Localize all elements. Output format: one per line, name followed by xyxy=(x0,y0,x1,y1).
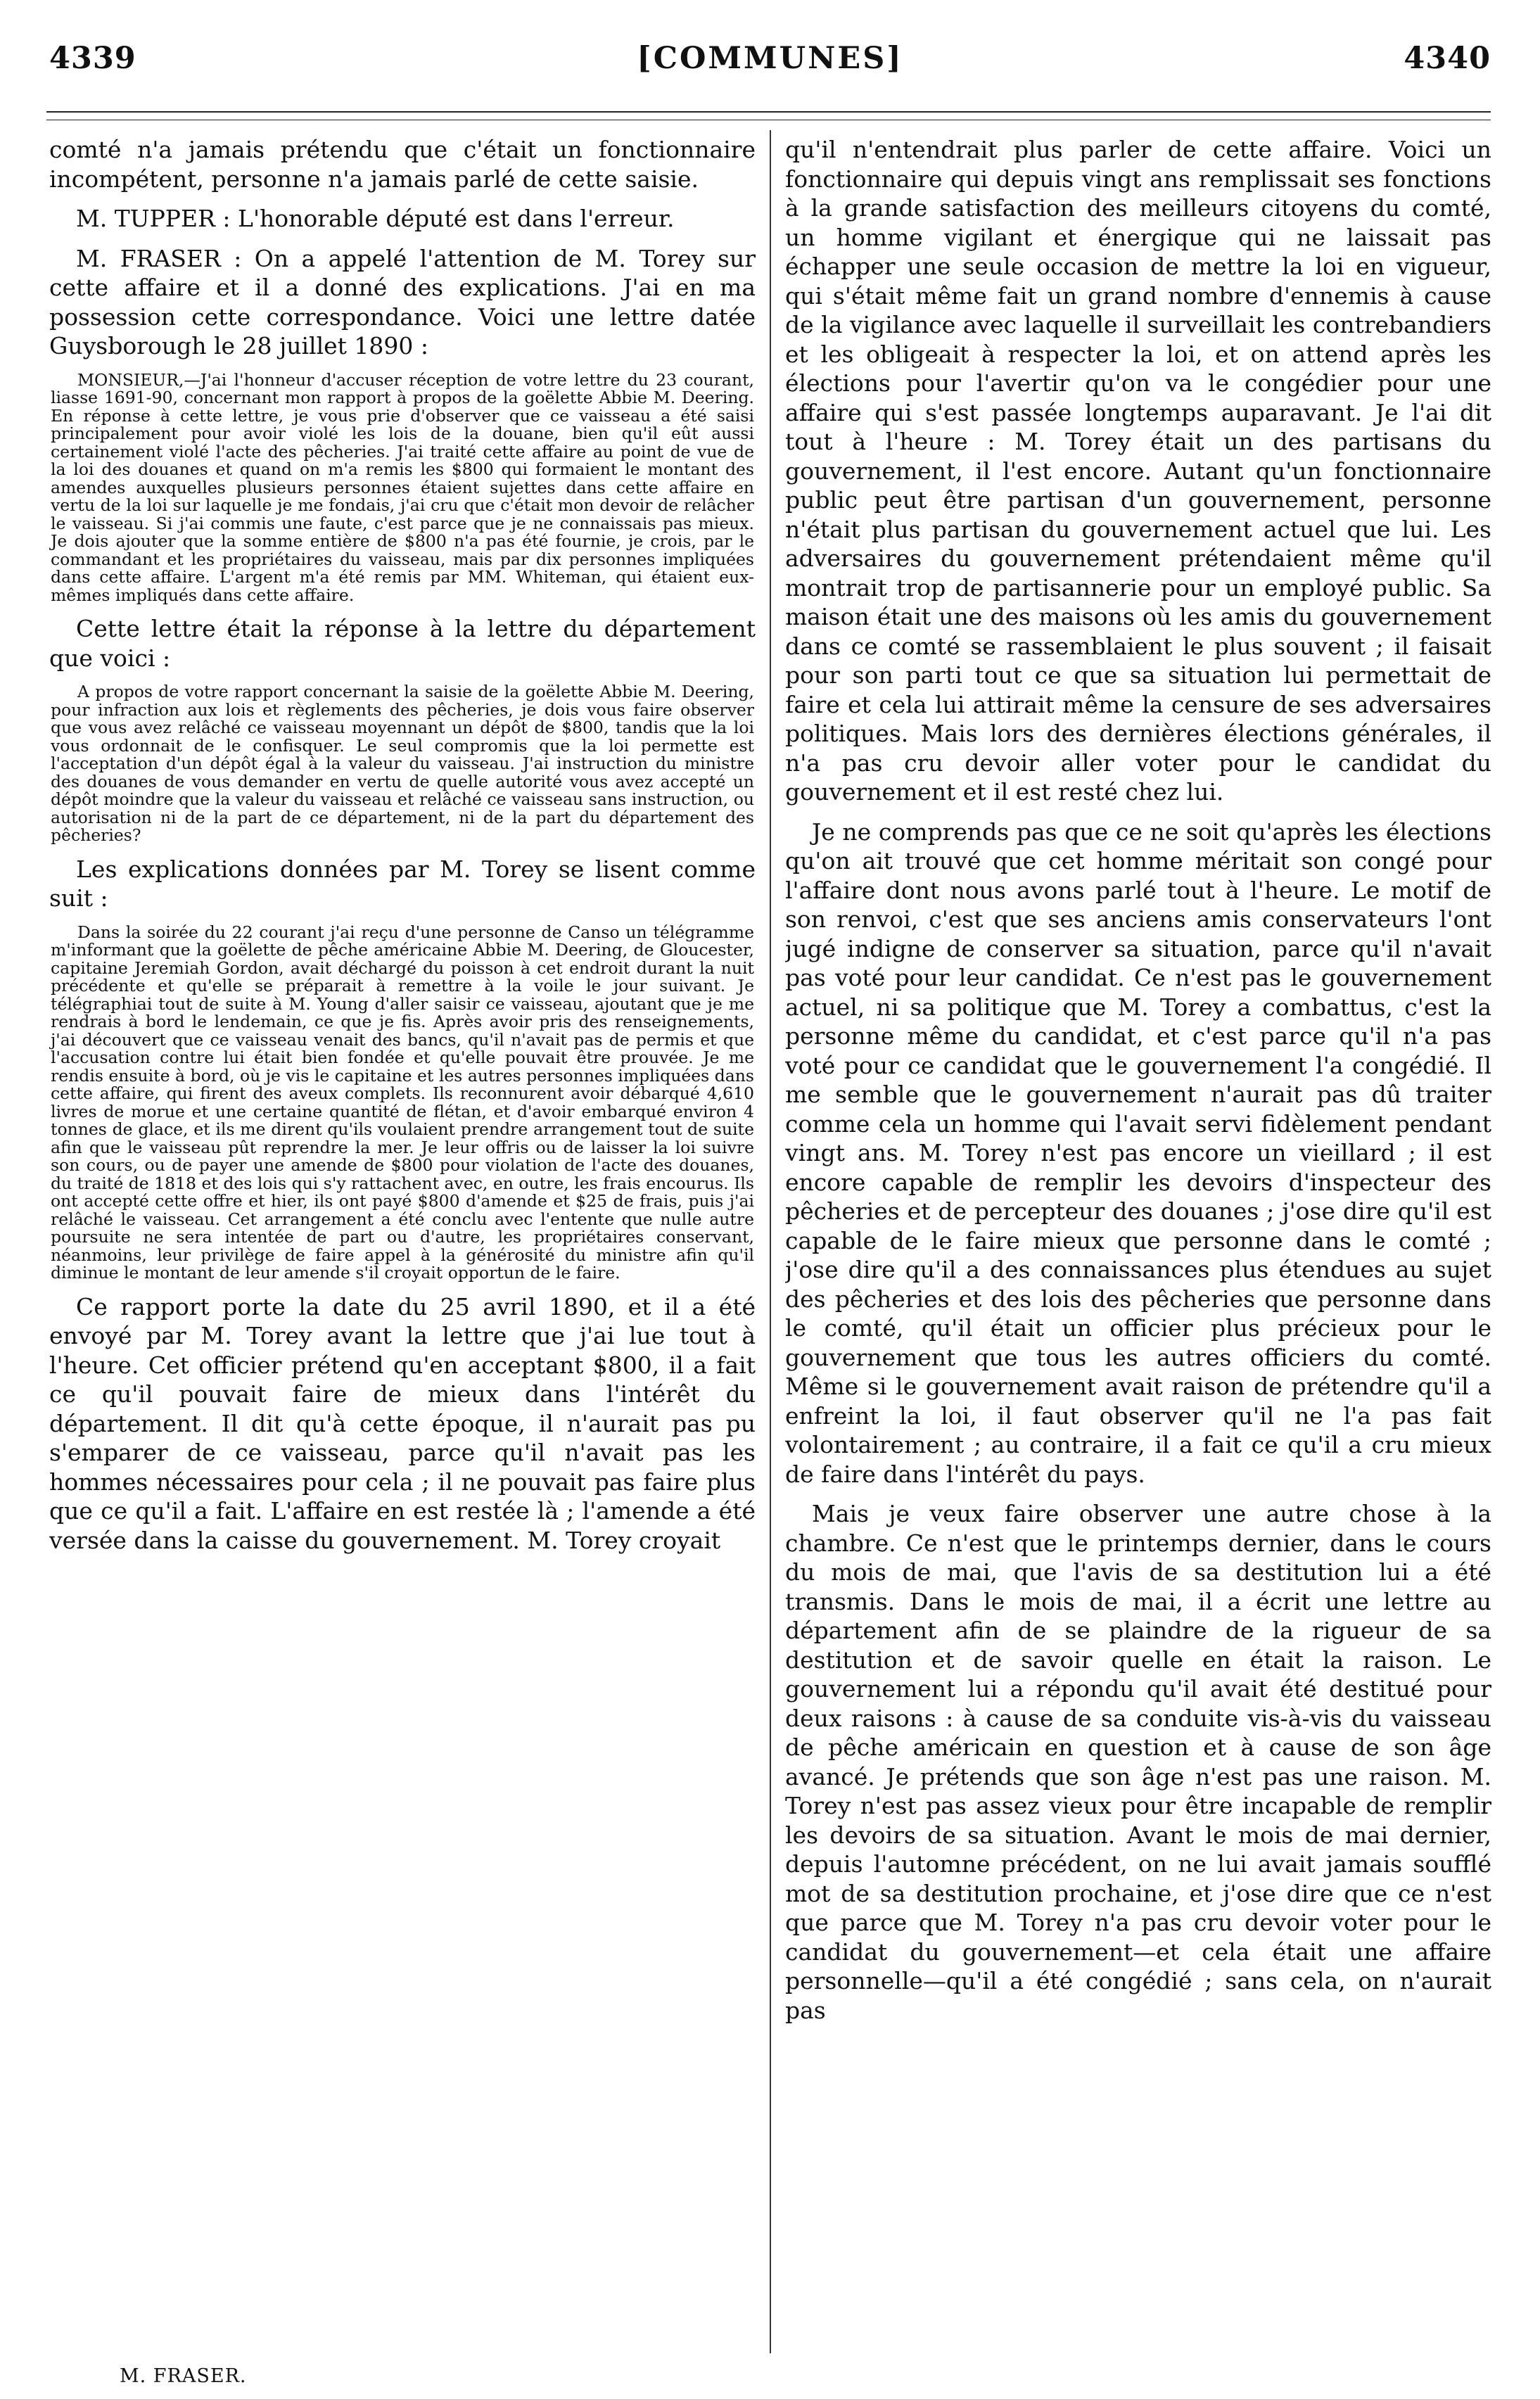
header-rule xyxy=(46,111,1491,113)
column-divider xyxy=(770,130,771,2353)
speaker-footer: M. FRASER. xyxy=(120,2365,247,2387)
running-title: [COMMUNES] xyxy=(637,41,903,76)
quoted-letter: MONSIEUR,—J'ai l'honneur d'accuser réception de votre lettre du 23 courant, liasse 1691-90, concernant mon rapport à propos de la goëlette Abbie M. Deering. En réponse à cette lettre, je vous prie d'observer que ce vaisseau a été saisi principalement pour avoir violé les lois de la douane, bien qu'il eût aussi certainement violé l'acte des pêcheries. J'ai traité cette affaire au point de vue de la loi des douanes et quand on m'a remis les $800 qui formaient le montant des amendes auxquelles plusieurs personnes étaient sujettes dans cette affaire en vertu de la loi sur laquelle je me fondais, j'ai cru que c'était mon devoir de relâcher le vaisseau. Si j'ai commis une faute, c'est parce que je ne connaissais pas mieux. Je dois ajouter que la somme entière de $800 n'a pas été fournie, je crois, par le commandant et les propriétaires du vaisseau, mais par dix personnes impliquées dans cette affaire. L'argent m'a été remis par MM. Whiteman, qui étaient eux-mêmes impliqués dans cette affaire. xyxy=(51,369,754,605)
paragraph: Cette lettre était la réponse à la lettre du département que voici : xyxy=(49,615,756,672)
right-column xyxy=(785,135,1491,2035)
paragraph: Les explications données par M. Torey se lisent comme suit : xyxy=(49,855,756,912)
paragraph: Je ne comprends pas que ce ne soit qu'après les élections qu'on ait trouvé que cet homme méritait son congé pour l'affaire dont nous avons parlé tout à l'heure. Le motif de son renvoi, c'est que ses anciens amis conservateurs l'ont jugé indigne de conserver sa situation, parce qu'il n'avait pas voté pour leur candidat. Ce n'est pas le gouvernement actuel, ni sa politique que M. Torey a combattus, c'est la personne même du candidat, et c'est parce qu'il n'a pas voté pour ce candidat que le gouvernement l'a congédié. Il me semble que le gouvernement n'aurait pas dû traiter comme cela un homme qui l'avait servi fidèlement pendant vingt ans. M. Torey n'est pas encore un vieillard ; il est encore capable de remplir les devoirs d'inspecteur des pêcheries et de percepteur des douanes ; j'ose dire qu'il est capable de le faire mieux que personne dans le comté ; j'ose dire qu'il a des connaissances plus étendues au sujet des pêcheries et des lois des pêcheries que personne dans le comté, qu'il était un officier plus précieux pour le gouvernement que tous les autres officiers du comté. Même si le gouvernement avait raison de prétendre qu'il a enfreint la loi, il faut observer qu'il ne l'a pas fait volontairement ; au contraire, il a fait ce qu'il a cru mieux de faire dans l'intérêt du pays. xyxy=(785,817,1491,1488)
paragraph: qu'il n'entendrait plus parler de cette affaire. Voici un fonctionnaire qui depuis vingt ans remplissait ses fonctions à la grande satisfaction des meilleurs citoyens du comté, un homme vigilant et énergique qui ne laissait pas échapper une seule occasion de mettre la loi en vigueur, qui s'était même fait un grand nombre d'ennemis à cause de la vigilance avec laquelle il surveillait les contrebandiers et les obligeait à respecter la loi, et on attend après les élections pour l'avertir qu'on va le congédier pour une affaire qui s'est passée longtemps auparavant. Je l'ai dit tout à l'heure : M. Torey était un des partisans du gouvernement, il l'est encore. Autant qu'un fonctionnaire public peut être partisan d'un gouvernement, personne n'était plus partisan du gouvernement actuel que lui. Les adversaires du gouvernement prétendaient même qu'il montrait trop de partisannerie pour un employé public. Sa maison était une des maisons où les amis du gouvernement dans ce comté se rassemblaient le plus souvent ; il faisait pour son parti tout ce que sa situation lui permettait de faire et cela lui attirait même la censure de ses adversaires politiques. Mais lors des dernières élections générales, il n'a pas cru devoir aller voter pour le candidat du gouvernement et il est resté chez lui. xyxy=(785,136,1491,806)
quoted-letter: Dans la soirée du 22 courant j'ai reçu d'une personne de Canso un télégramme m'informant que la goëlette de pêche américaine Abbie M. Deering, de Gloucester, capitaine Jeremiah Gordon, avait déchargé du poisson à cet endroit durant la nuit précédente et qu'elle se préparait à remettre à la voile le jour suivant. Je télégraphiai tout de suite à M. Young d'aller saisir ce vaisseau, ajoutant que je me rendrais à bord le lendemain, ce que je fis. Après avoir pris des renseignements, j'ai découvert que ce vaisseau venait des bancs, qu'il n'avait pas de permis et que l'accusation contre lui était bien fondée et qu'elle pouvait être prouvée. Je me rendis ensuite à bord, où je vis le capitaine et les autres personnes impliquées dans cette affaire, qui firent des aveux complets. Ils reconnurent avoir débarqué 4,610 livres de morue et une certaine quantité de flétan, et d'avoir embarqué environ 4 tonnes de glace, et ils me dirent qu'ils voulaient prendre arrangement tout de suite afin que le vaisseau pût reprendre la mer. Je leur offris ou de laisser la loi suivre son cours, ou de payer une amende de $800 pour violation de l'acte des douanes, du traité de 1818 et des lois qui s'y rattachent avec, en outre, les frais encourus. Ils ont accepté cette offre et hier, ils ont payé $800 d'amende et $25 de frais, puis j'ai relâché le vaisseau. Cet arrangement a été conclu avec l'entente que nulle autre poursuite ne sera intentée de part ou d'autre, les propriétaires conservant, néanmoins, leur privilège de faire appel à la générosité du ministre afin qu'il diminue le montant de leur amende s'il croyait opportun de le faire. xyxy=(51,922,754,1283)
paragraph: M. TUPPER : L'honorable député est dans l'erreur. xyxy=(76,205,675,232)
paragraph: comté n'a jamais prétendu que c'était un fonctionnaire incompétent, personne n'a jamais parlé de cette saisie. xyxy=(49,136,756,193)
paragraph: Ce rapport porte la date du 25 avril 1890, et il a été envoyé par M. Torey avant la lettre que j'ai lue tout à l'heure. Cet officier prétend qu'en acceptant $800, il a fait ce qu'il pouvait faire de mieux dans l'intérêt du département. Il dit qu'à cette époque, il n'aurait pas pu s'emparer de ce vaisseau, parce qu'il n'avait pas les hommes nécessaires pour cela ; il ne pouvait pas faire plus que ce qu'il a fait. L'affaire en est restée là ; l'amende a été versée dans la caisse du gouvernement. M. Torey croyait xyxy=(49,1292,756,1554)
paragraph: M. FRASER : On a appelé l'attention de M. Torey sur cette affaire et il a donné des explications. J'ai en ma possession cette correspondance. Voici une lettre datée Guysborough le 28 juillet 1890 : xyxy=(49,244,756,359)
left-page-number: 4339 xyxy=(49,41,136,76)
paragraph: Mais je veux faire observer une autre chose à la chambre. Ce n'est que le printemps dernier, dans le cours du mois de mai, que l'avis de sa destitution lui a été transmis. Dans le mois de mai, il a écrit une lettre au département afin de se plaindre de la rigueur de sa destitution et de savoir quelle en était la raison. Le gouvernement lui a répondu qu'il avait été destitué pour deux raisons : à cause de sa conduite vis-à-vis du vaisseau de pêche américain en question et à cause de son âge avancé. Je prétends que son âge n'est pas une raison. M. Torey n'est pas assez vieux pour être incapable de remplir les devoirs de sa situation. Avant le mois de mai dernier, depuis l'automne précédent, on ne lui avait jamais soufflé mot de sa destitution prochaine, et j'ose dire que ce n'est que parce que M. Torey n'a pas cru devoir voter pour le candidat du gouvernement—et cela était une affaire personnelle—qu'il a été congédié ; sans cela, on n'aurait pas xyxy=(785,1500,1491,2024)
right-page-number: 4340 xyxy=(1404,41,1491,76)
quoted-letter: A propos de votre rapport concernant la saisie de la goëlette Abbie M. Deering, pour infraction aux lois et règlements des pêcheries, je dois vous faire observer que vous avez relâché ce vaisseau moyennant un dépôt de $800, tandis que la loi vous ordonnait de le confisquer. Le seul compromis que la loi permette est l'acceptation d'un dépôt égal à la valeur du vaisseau. J'ai instruction du ministre des douanes de vous demander en vertu de quelle autorité vous avez accepté un dépôt moindre que la valeur du vaisseau et relâché ce vaisseau sans instruction, ou autorisation ni de la part de ce département, ni de la part du département des pêcheries? xyxy=(51,682,754,845)
page-header xyxy=(49,41,1491,83)
left-column xyxy=(49,135,756,1565)
